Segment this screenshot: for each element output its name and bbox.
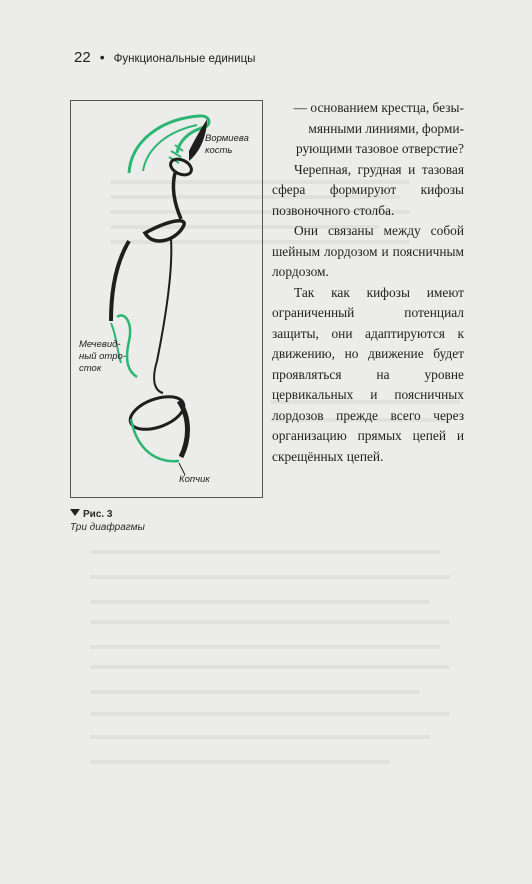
text-line-1: — основанием крестца, безы- — [293, 100, 464, 115]
triangle-icon — [70, 509, 80, 516]
caption-text: Три диафрагмы — [70, 522, 145, 533]
header-separator: • — [99, 49, 105, 65]
section-title: Функциональные единицы — [113, 53, 256, 65]
running-head — [74, 49, 255, 66]
thoracic-spine — [111, 241, 129, 321]
text-line-3: рующими тазовое отверстие? — [295, 141, 464, 156]
diaphragm-illustration — [71, 101, 264, 499]
pelvic-oval — [126, 390, 188, 435]
paragraph-2: Они связаны между собой шейным лордозом и поясничным лордозом. — [272, 223, 464, 279]
label-coccyx: Копчик — [179, 474, 210, 485]
figure-three-diaphragms — [70, 100, 263, 498]
text-line-2: мянными линиями, форми- — [308, 120, 464, 136]
pelvic-bowl — [131, 419, 179, 461]
paragraph-3: Так как кифозы имеют ограниченный потенциал защиты, они адаптируются к движению, но движение будет проявляться на уровне цервикальных и поясничных лордозов прежде всего через организацию прямых цепей и скрещённых цепей. — [272, 284, 464, 464]
thoracic-curve — [145, 221, 184, 241]
label-xiphoid-process: Мечевид-ный отро-сток — [79, 339, 126, 374]
paragraph-1: Черепная, грудная и тазовая сфера формируют кифозы позвоночного столба. — [272, 161, 464, 218]
page-number: 22 — [74, 49, 91, 66]
caption-number: Рис. 3 — [83, 509, 113, 520]
lumbar-line — [154, 239, 171, 393]
body-text — [272, 98, 464, 467]
sacrum-black — [179, 401, 188, 457]
cervical-line — [173, 173, 181, 219]
label-vormiev-bone: Вормиева кость — [205, 133, 249, 156]
figure-caption — [70, 508, 145, 534]
